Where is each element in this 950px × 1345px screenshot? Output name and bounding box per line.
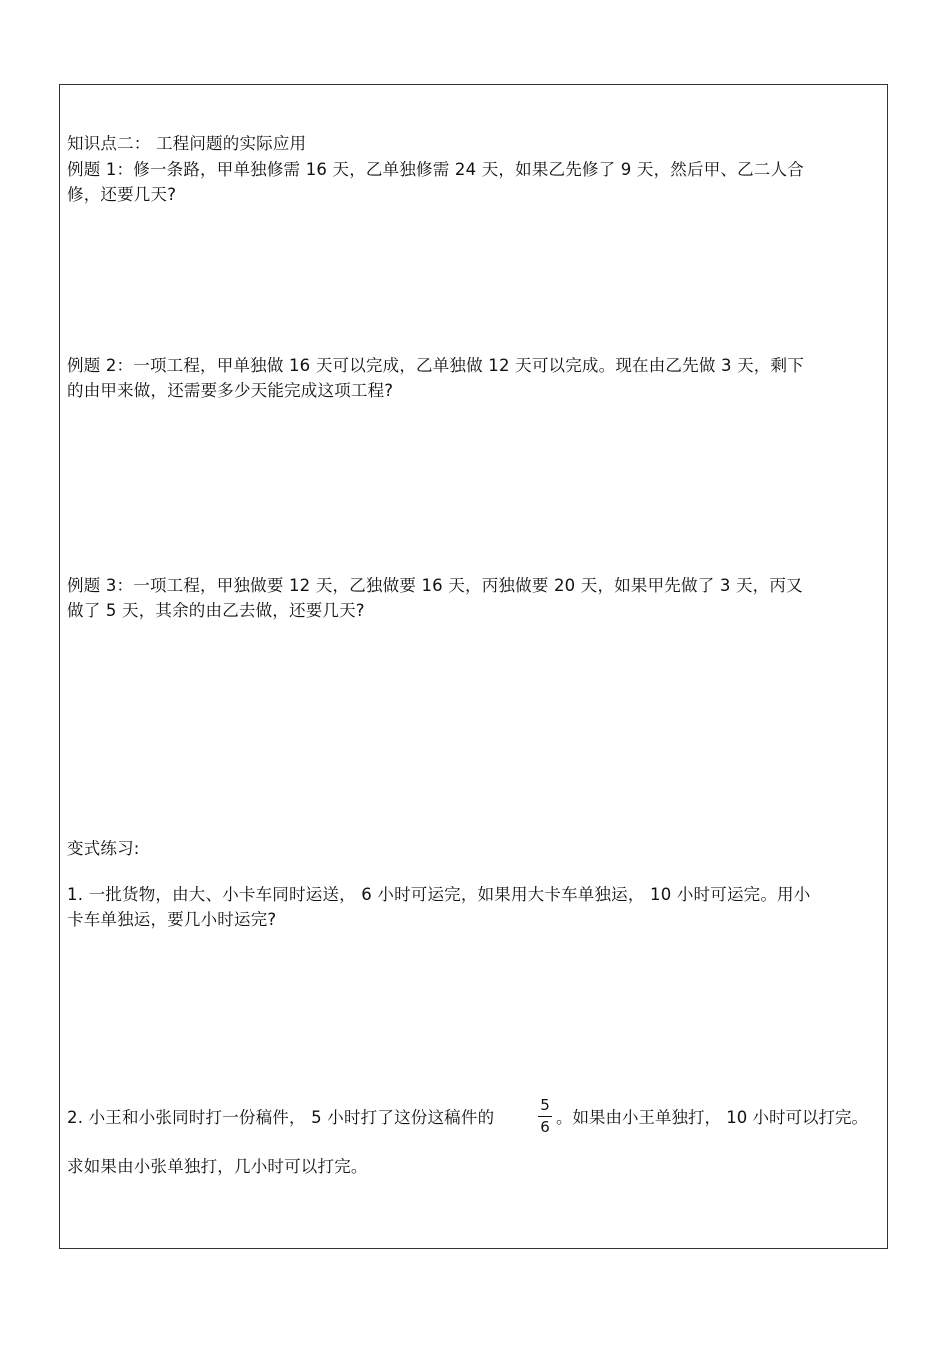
example-2-line-1: 例题 2：一项工程，甲单独做 16 天可以完成，乙单独做 12 天可以完成。现在由乙先做 3 天，剩下 — [67, 356, 804, 375]
practice-1-line-1: 1. 一批货物，由大、小卡车同时运送， 6 小时可运完，如果用大卡车单独运， 10 小时可运完。用小 — [67, 885, 811, 904]
practice-1-line-2: 卡车单独运，要几小时运完? — [67, 910, 277, 929]
practice-2-line-2: 求如果由小张单独打，几小时可以打完。 — [67, 1157, 368, 1176]
fraction-five-sixths — [538, 1096, 552, 1137]
fraction-denominator: 6 — [540, 1118, 550, 1136]
example-3-line-1: 例题 3：一项工程，甲独做要 12 天，乙独做要 16 天，丙独做要 20 天，如果甲先做了 3 天，丙又 — [67, 576, 803, 595]
fraction-numerator: 5 — [540, 1096, 550, 1114]
example-3-line-2: 做了 5 天，其余的由乙去做，还要几天? — [67, 601, 365, 620]
example-1-line-1: 例题 1：修一条路，甲单独修需 16 天，乙单独修需 24 天，如果乙先修了 9 天，然后甲、乙二人合 — [67, 160, 804, 179]
example-1-line-2: 修，还要几天? — [67, 185, 177, 204]
example-2-line-2: 的由甲来做，还需要多少天能完成这项工程? — [67, 381, 394, 400]
worksheet-frame — [59, 84, 888, 1249]
section-title: 知识点二： 工程问题的实际应用 — [67, 134, 307, 153]
practice-title: 变式练习: — [67, 839, 140, 858]
practice-2-line-1-start: 2. 小王和小张同时打一份稿件， 5 小时打了这份这稿件的 — [67, 1108, 495, 1127]
fraction-bar — [538, 1116, 552, 1117]
practice-2-line-1-end: 。如果由小王单独打， 10 小时可以打完。 — [556, 1108, 868, 1127]
